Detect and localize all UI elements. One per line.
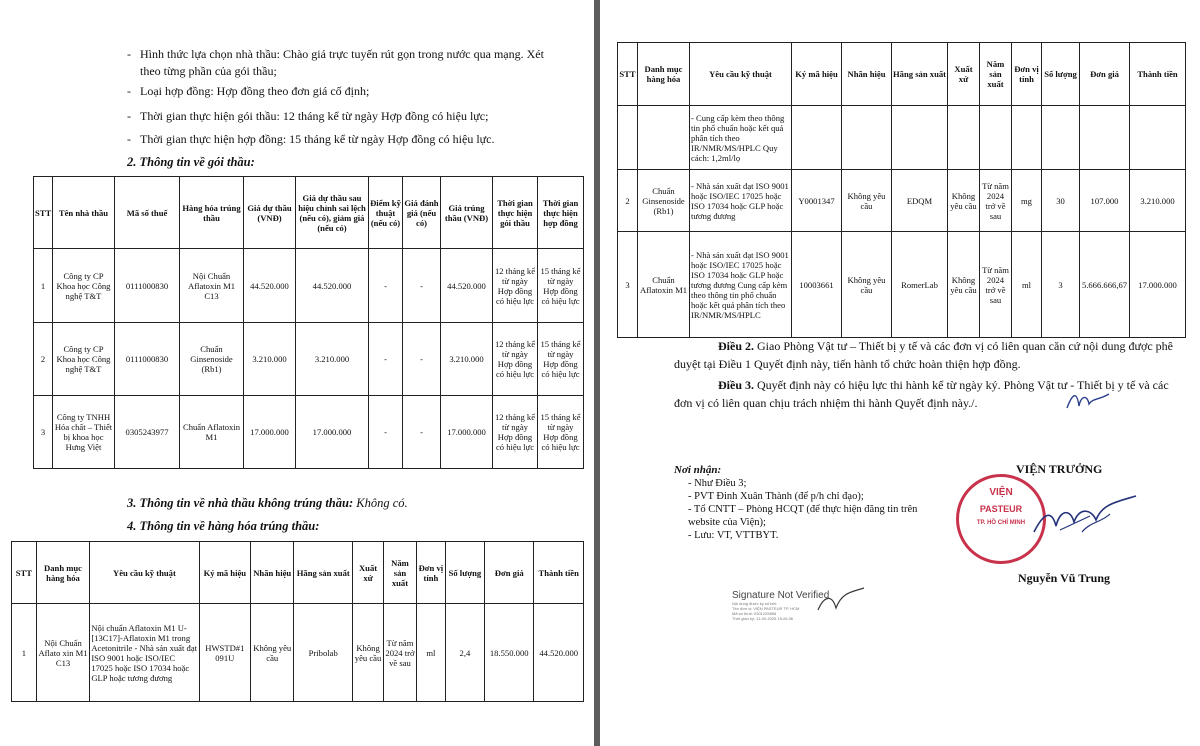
table-header-row bbox=[34, 177, 584, 249]
cell: 30 bbox=[1042, 170, 1080, 232]
cell bbox=[892, 106, 948, 170]
seal-mid-text: PASTEUR bbox=[979, 504, 1023, 514]
bullet-text: Loại hợp đồng: Hợp đồng theo đơn giá cố định; bbox=[140, 84, 370, 98]
bullet-text: Hình thức lựa chọn nhà thầu: Chào giá trực tuyến rút gọn trong nước qua mạng. Xét theo từng phần của gói thầu; bbox=[140, 47, 544, 78]
header-cell: Số lượng bbox=[1042, 43, 1080, 106]
cell bbox=[948, 106, 980, 170]
header-cell: Đơn giá bbox=[484, 542, 533, 604]
bullet-dash: - bbox=[127, 47, 131, 61]
cell: 12 tháng kể từ ngày Hợp đồng có hiệu lực bbox=[493, 249, 538, 323]
cell bbox=[1042, 106, 1080, 170]
header-cell: Ký mã hiệu bbox=[199, 542, 251, 604]
cell: 0111000830 bbox=[115, 249, 180, 323]
cell: Pribolab bbox=[294, 604, 353, 702]
section-3-heading bbox=[127, 496, 408, 511]
header-cell: Đơn vị tính bbox=[1012, 43, 1042, 106]
cell: - bbox=[369, 396, 403, 469]
cell: Nội Chuẩn Aflatoxin M1 C13 bbox=[180, 249, 244, 323]
cell: Không yêu cầu bbox=[948, 170, 980, 232]
signer-title: VIỆN TRƯỞNG bbox=[1016, 462, 1103, 476]
cell: mg bbox=[1012, 170, 1042, 232]
cell: Nội chuẩn Aflatoxin M1 U-[13C17]-Aflatoxin M1 trong Acetonitrile - Nhà sản xuất đạt ISO 9001 hoặc ISO/IEC 17025 hoặc ISO 17034 hoặc GLP hoặc tương đương bbox=[90, 604, 199, 702]
cell: Từ năm 2024 trở về sau bbox=[980, 232, 1012, 338]
right-page bbox=[600, 0, 1200, 746]
cell: 3.210.000 bbox=[1130, 170, 1186, 232]
cell: Công ty CP Khoa học Công nghệ T&T bbox=[53, 323, 115, 396]
header-cell: Tên nhà thầu bbox=[53, 177, 115, 249]
seal-bottom-text: TP. HỒ CHÍ MINH bbox=[976, 520, 1026, 526]
initials-mark bbox=[1065, 388, 1111, 414]
header-cell: Danh mục hàng hóa bbox=[36, 542, 90, 604]
bullet-dash: - bbox=[127, 109, 131, 123]
cell bbox=[842, 106, 892, 170]
cell: - bbox=[403, 396, 441, 469]
header-cell: Số lượng bbox=[445, 542, 484, 604]
cell: 17.000.000 bbox=[441, 396, 493, 469]
header-cell: Nhãn hiệu bbox=[842, 43, 892, 106]
signature-status: Signature Not Verified bbox=[732, 590, 830, 601]
cell: 3 bbox=[1042, 232, 1080, 338]
cell bbox=[1130, 106, 1186, 170]
section-4-heading: 4. Thông tin về hàng hóa trúng thầu: bbox=[127, 519, 320, 533]
cell: 44.520.000 bbox=[296, 249, 369, 323]
table-header-row bbox=[618, 43, 1186, 106]
header-cell: Xuất xứ bbox=[353, 542, 384, 604]
signature-line: Tên đơn vị: VIỆN PASTEUR TP. HCM bbox=[732, 606, 800, 611]
cell: 1 bbox=[34, 249, 53, 323]
table-row bbox=[12, 604, 584, 702]
cell bbox=[1080, 106, 1130, 170]
table-row bbox=[34, 323, 584, 396]
article-2-label: Điều 2. bbox=[718, 339, 754, 353]
header-cell: Giá dự thầu sau hiệu chỉnh sai lệch (nếu có), giảm giá (nếu có) bbox=[296, 177, 369, 249]
cell: 3.210.000 bbox=[296, 323, 369, 396]
cell: - bbox=[369, 249, 403, 323]
cell: Từ năm 2024 trở về sau bbox=[980, 170, 1012, 232]
cell: 5.666.666,67 bbox=[1080, 232, 1130, 338]
cell bbox=[638, 106, 690, 170]
goods-table-right bbox=[617, 42, 1186, 338]
header-cell: STT bbox=[34, 177, 53, 249]
cell: 15 tháng kể từ ngày Hợp đồng có hiệu lực bbox=[538, 249, 584, 323]
cell: EDQM bbox=[892, 170, 948, 232]
cell: 2 bbox=[34, 323, 53, 396]
bullet-dash: - bbox=[127, 132, 131, 146]
article-2 bbox=[674, 337, 1186, 373]
header-cell: Hàng hóa trúng thầu bbox=[180, 177, 244, 249]
cell: 15 tháng kể từ ngày Hợp đồng có hiệu lực bbox=[538, 396, 584, 469]
cell: 3.210.000 bbox=[441, 323, 493, 396]
header-cell: Hãng sản xuất bbox=[892, 43, 948, 106]
cell: 17.000.000 bbox=[244, 396, 296, 469]
cell: Chuẩn Aflatoxin M1 bbox=[638, 232, 690, 338]
cell: 2,4 bbox=[445, 604, 484, 702]
bullet-text: Thời gian thực hiện hợp đồng: 15 tháng kể từ ngày Hợp đồng có hiệu lực. bbox=[140, 132, 495, 146]
signature-check-mark bbox=[812, 586, 872, 626]
cell: 1 bbox=[12, 604, 37, 702]
signature-line: Nội dung được ký số bởi: bbox=[732, 601, 778, 606]
cell: 15 tháng kể từ ngày Hợp đồng có hiệu lực bbox=[538, 323, 584, 396]
cell: Công ty TNHH Hóa chất – Thiết bị khoa học Hưng Việt bbox=[53, 396, 115, 469]
section-3-value: Không có. bbox=[356, 496, 408, 510]
cell: Không yêu cầu bbox=[842, 170, 892, 232]
section-2-heading: 2. Thông tin về gói thầu: bbox=[127, 155, 255, 169]
header-cell: Danh mục hàng hóa bbox=[638, 43, 690, 106]
cell: Không yêu cầu bbox=[251, 604, 294, 702]
bullet-dash: - bbox=[127, 84, 131, 98]
recipient-item: - Như Điều 3; bbox=[688, 478, 747, 489]
table-row bbox=[618, 106, 1186, 170]
header-cell: Đơn giá bbox=[1080, 43, 1130, 106]
cell: 107.000 bbox=[1080, 170, 1130, 232]
signature-line: Mã số thuế: 0301225896 bbox=[732, 611, 777, 616]
signature-line: Thời gian ký: 11-09-2025 15:26:36 bbox=[732, 616, 794, 621]
recipient-item: - Lưu: VT, VTTBYT. bbox=[688, 530, 779, 541]
header-cell: Thành tiền bbox=[1130, 43, 1186, 106]
cell: Công ty CP Khoa học Công nghệ T&T bbox=[53, 249, 115, 323]
header-cell: Yêu cầu kỹ thuật bbox=[90, 542, 199, 604]
header-cell: Thời gian thực hiện gói thầu bbox=[493, 177, 538, 249]
cell: - Nhà sản xuất đạt ISO 9001 hoặc ISO/IEC 17025 hoặc ISO 17034 hoặc GLP hoặc tương đương bbox=[690, 170, 792, 232]
header-cell: STT bbox=[12, 542, 37, 604]
header-cell: Điểm kỹ thuật (nếu có) bbox=[369, 177, 403, 249]
cell: 17.000.000 bbox=[1130, 232, 1186, 338]
cell: Từ năm 2024 trở về sau bbox=[384, 604, 417, 702]
cell: Chuẩn Ginsenoside (Rb1) bbox=[638, 170, 690, 232]
cell: - bbox=[369, 323, 403, 396]
cell: 44.520.000 bbox=[244, 249, 296, 323]
left-page bbox=[0, 0, 594, 746]
cell: ml bbox=[1012, 232, 1042, 338]
cell: 0111000830 bbox=[115, 323, 180, 396]
cell: Chuẩn Aflatoxin M1 bbox=[180, 396, 244, 469]
cell: HWSTD#1 091U bbox=[199, 604, 251, 702]
table-row bbox=[618, 170, 1186, 232]
header-cell: Thành tiền bbox=[534, 542, 584, 604]
header-cell: Ký mã hiệu bbox=[792, 43, 842, 106]
handwritten-signature bbox=[1030, 492, 1140, 542]
cell: - Nhà sản xuất đạt ISO 9001 hoặc ISO/IEC 17025 hoặc ISO 17034 hoặc GLP hoặc tương đương Cung cấp kèm theo thông tin phổ chuẩn hoặc kết quả phân tích theo IR/NMR/MS/HPLC bbox=[690, 232, 792, 338]
table-header-row bbox=[12, 542, 584, 604]
cell: 18.550.000 bbox=[484, 604, 533, 702]
header-cell: Giá đánh giá (nếu có) bbox=[403, 177, 441, 249]
header-cell: Yêu cầu kỹ thuật bbox=[690, 43, 792, 106]
cell: Chuẩn Ginsenoside (Rb1) bbox=[180, 323, 244, 396]
cell: 10003661 bbox=[792, 232, 842, 338]
recipients-block bbox=[674, 464, 924, 542]
header-cell: Năm sản xuất bbox=[384, 542, 417, 604]
cell: Y0001347 bbox=[792, 170, 842, 232]
cell: RomerLab bbox=[892, 232, 948, 338]
header-cell: Xuất xứ bbox=[948, 43, 980, 106]
header-cell: Giá dự thầu (VNĐ) bbox=[244, 177, 296, 249]
table-row bbox=[34, 396, 584, 469]
bullet-text: Thời gian thực hiện gói thầu: 12 tháng kể từ ngày Hợp đồng có hiệu lực; bbox=[140, 109, 489, 123]
header-cell: Mã số thuế bbox=[115, 177, 180, 249]
cell: ml bbox=[416, 604, 445, 702]
cell bbox=[980, 106, 1012, 170]
cell bbox=[618, 106, 638, 170]
header-cell: Giá trúng thầu (VNĐ) bbox=[441, 177, 493, 249]
header-cell: Đơn vị tính bbox=[416, 542, 445, 604]
recipient-item: - Tổ CNTT – Phòng HCQT (để thực hiện đăng tin trên website của Viện); bbox=[688, 504, 918, 528]
cell: 3 bbox=[618, 232, 638, 338]
cell: 2 bbox=[618, 170, 638, 232]
article-3-label: Điều 3. bbox=[718, 378, 754, 392]
cell: 12 tháng kể từ ngày Hợp đồng có hiệu lực bbox=[493, 396, 538, 469]
seal-top-text: VIỆN bbox=[989, 487, 1013, 498]
cell: Không yêu cầu bbox=[353, 604, 384, 702]
cell: Không yêu cầu bbox=[948, 232, 980, 338]
recipient-item: - PVT Đinh Xuân Thành (để p/h chỉ đạo); bbox=[688, 491, 864, 502]
cell: 0305243977 bbox=[115, 396, 180, 469]
article-3-text: Quyết định này có hiệu lực thi hành kể từ ngày ký. Phòng Vật tư - Thiết bị y tế và các đơn vị có liên quan chịu trách nhiệm thi hành Quyết định này./. bbox=[674, 378, 1169, 410]
article-2-text: Giao Phòng Vật tư – Thiết bị y tế và các đơn vị có liên quan căn cứ nội dung được phê duyệt tại Điều 1 Quyết định này, tiến hành tổ chức hoàn thiện hợp đồng. bbox=[674, 339, 1173, 371]
table-row bbox=[34, 249, 584, 323]
cell: 44.520.000 bbox=[441, 249, 493, 323]
cell: - Cung cấp kèm theo thông tin phổ chuẩn hoặc kết quả phân tích theo IR/NMR/MS/HPLC Quy cách: 1,2ml/lọ bbox=[690, 106, 792, 170]
table-row bbox=[618, 232, 1186, 338]
cell: Nội Chuẩn Aflato xin M1 C13 bbox=[36, 604, 90, 702]
header-cell: Nhãn hiệu bbox=[251, 542, 294, 604]
cell: 3.210.000 bbox=[244, 323, 296, 396]
goods-table-left bbox=[11, 541, 584, 702]
cell: 44.520.000 bbox=[534, 604, 584, 702]
recipients-title: Nơi nhận: bbox=[674, 464, 722, 476]
signer-name: Nguyễn Vũ Trung bbox=[1018, 571, 1111, 585]
cell bbox=[1012, 106, 1042, 170]
cell bbox=[792, 106, 842, 170]
header-cell: Năm sản xuất bbox=[980, 43, 1012, 106]
cell: 3 bbox=[34, 396, 53, 469]
cell: 12 tháng kể từ ngày Hợp đồng có hiệu lực bbox=[493, 323, 538, 396]
section-3-label: 3. Thông tin về nhà thầu không trúng thầu: bbox=[127, 496, 354, 510]
header-cell: Hãng sản xuất bbox=[294, 542, 353, 604]
cell: - bbox=[403, 249, 441, 323]
cell: - bbox=[403, 323, 441, 396]
header-cell: Thời gian thực hiện hợp đồng bbox=[538, 177, 584, 249]
cell: Không yêu cầu bbox=[842, 232, 892, 338]
bidders-table bbox=[33, 176, 584, 469]
cell: 17.000.000 bbox=[296, 396, 369, 469]
header-cell: STT bbox=[618, 43, 638, 106]
